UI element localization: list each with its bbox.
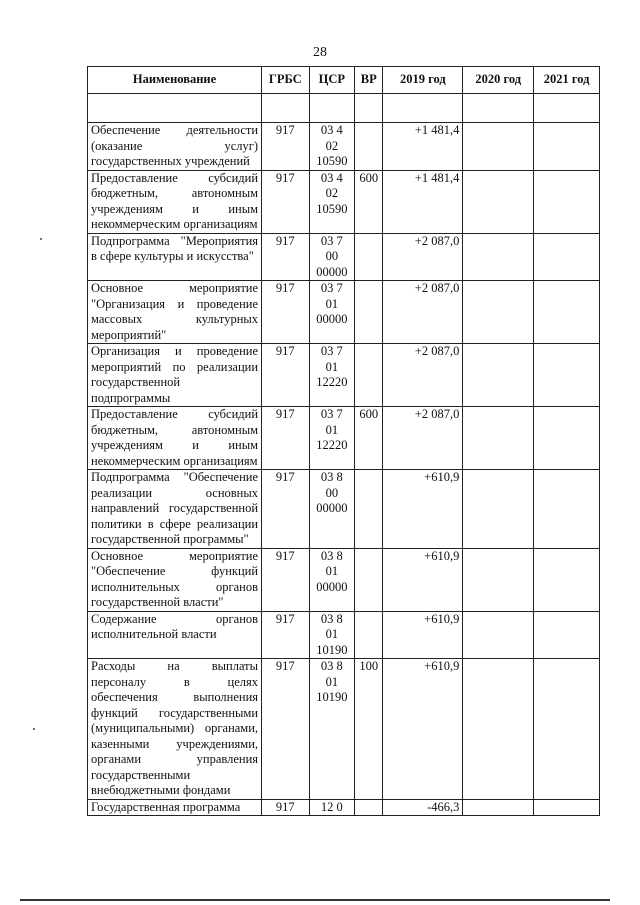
row-2021: [534, 407, 600, 470]
csr-part: 01: [325, 359, 339, 374]
row-grbs: 917: [262, 548, 310, 611]
header-vr: ВР: [355, 67, 383, 94]
row-csr: [309, 407, 355, 470]
row-csr: [309, 170, 355, 233]
row-2021: [534, 548, 600, 611]
row-vr: [355, 123, 383, 171]
row-name: Основное мероприятие "Организация и проведение массовых культурных мероприятий": [88, 281, 262, 344]
csr-part: 01: [325, 564, 339, 578]
row-2020: [463, 407, 534, 470]
csr-part: 12 0: [320, 799, 343, 814]
row-2020: [463, 470, 534, 549]
csr-part: 03 7: [320, 407, 343, 421]
row-name: Расходы на выплаты персоналу в целях обеспечения выполнения функций государственными (муниципальными) органами, казенными учреждениями, органами управления государственными внебюджетными фондами: [88, 659, 262, 800]
row-2019: +2 087,0: [383, 281, 463, 344]
row-2019: +2 087,0: [383, 233, 463, 281]
row-vr: 600: [355, 407, 383, 470]
page-bottom-edge: [20, 899, 610, 901]
row-csr: [309, 233, 355, 281]
row-2021: [534, 344, 600, 407]
csr-part: 03 7: [320, 233, 343, 248]
row-grbs: 917: [262, 659, 310, 800]
row-2019: +1 481,4: [383, 123, 463, 171]
spacer-cell: [463, 94, 534, 123]
row-name: Предоставление субсидий бюджетным, автономным учреждениям и иным некоммерческим организациям: [88, 407, 262, 470]
csr-part: 03 4: [320, 170, 343, 185]
spacer-cell: [355, 94, 383, 123]
table-spacer-row: [88, 94, 600, 123]
row-grbs: 917: [262, 470, 310, 549]
table-row: [88, 470, 600, 549]
row-csr: [309, 548, 355, 611]
table-row: [88, 344, 600, 407]
row-csr: [309, 799, 355, 816]
table-row: [88, 407, 600, 470]
csr-part: 00000: [316, 312, 348, 326]
row-vr: [355, 233, 383, 281]
header-2020: 2020 год: [463, 67, 534, 94]
row-2019: +610,9: [383, 611, 463, 659]
csr-part: 10190: [316, 690, 348, 704]
row-csr: [309, 659, 355, 800]
csr-part: 00000: [316, 579, 348, 594]
csr-part: 10190: [316, 642, 348, 657]
row-name: Организация и проведение мероприятий по реализации государственной подпрограммы: [88, 344, 262, 407]
row-2021: [534, 281, 600, 344]
row-2020: [463, 233, 534, 281]
row-name: Основное мероприятие "Обеспечение функций исполнительных органов государственной власти": [88, 548, 262, 611]
row-csr: [309, 344, 355, 407]
csr-part: 01: [325, 422, 339, 437]
row-2019: +610,9: [383, 470, 463, 549]
csr-part: 00000: [316, 501, 348, 515]
row-grbs: 917: [262, 407, 310, 470]
csr-part: 03 7: [320, 344, 343, 358]
row-2021: [534, 659, 600, 800]
row-vr: [355, 344, 383, 407]
header-2019: 2019 год: [383, 67, 463, 94]
csr-part: 12220: [316, 438, 348, 452]
spacer-cell: [262, 94, 310, 123]
row-csr: [309, 470, 355, 549]
csr-part: 01: [325, 627, 339, 641]
csr-part: 01: [325, 674, 339, 689]
csr-part: 10590: [316, 201, 348, 216]
row-name: Подпрограмма "Мероприятия в сфере культуры и искусства": [88, 233, 262, 281]
row-2020: [463, 123, 534, 171]
row-vr: 100: [355, 659, 383, 800]
csr-part: 03 4: [320, 123, 343, 137]
scan-speck: [33, 728, 35, 730]
spacer-cell: [88, 94, 262, 123]
csr-part: 03 8: [320, 659, 343, 673]
csr-part: 00: [325, 249, 339, 263]
csr-part: 02: [325, 186, 339, 200]
table-row: [88, 799, 600, 816]
row-name: Обеспечение деятельности (оказание услуг) государственных учреждений: [88, 123, 262, 171]
csr-part: 12220: [316, 375, 348, 389]
table-row: [88, 548, 600, 611]
row-2020: [463, 170, 534, 233]
table-row: [88, 659, 600, 800]
row-vr: [355, 799, 383, 816]
row-name: Государственная программа: [88, 799, 262, 816]
csr-part: 02: [325, 138, 339, 153]
table-row: [88, 170, 600, 233]
row-grbs: 917: [262, 123, 310, 171]
row-2021: [534, 611, 600, 659]
row-grbs: 917: [262, 799, 310, 816]
row-2020: [463, 799, 534, 816]
table-row: [88, 233, 600, 281]
row-grbs: 917: [262, 170, 310, 233]
page-number: 28: [313, 45, 327, 60]
spacer-cell: [534, 94, 600, 123]
table-row: [88, 281, 600, 344]
row-grbs: 917: [262, 233, 310, 281]
row-2019: +1 481,4: [383, 170, 463, 233]
row-2020: [463, 344, 534, 407]
header-grbs: ГРБС: [262, 67, 310, 94]
row-vr: [355, 611, 383, 659]
row-vr: [355, 548, 383, 611]
row-name: Предоставление субсидий бюджетным, автономным учреждениям и иным некоммерческим организациям: [88, 170, 262, 233]
table-row: [88, 123, 600, 171]
row-csr: [309, 123, 355, 171]
row-vr: [355, 470, 383, 549]
table-row: [88, 611, 600, 659]
row-2021: [534, 233, 600, 281]
header-name: Наименование: [88, 67, 262, 94]
csr-part: 03 8: [320, 470, 343, 484]
row-2019: +610,9: [383, 548, 463, 611]
row-2020: [463, 659, 534, 800]
csr-part: 00000: [316, 264, 348, 279]
header-2021: 2021 год: [534, 67, 600, 94]
row-name: Подпрограмма "Обеспечение реализации основных направлений государственной политики в сфере реализации государственной программы": [88, 470, 262, 549]
scan-speck: [40, 238, 42, 240]
row-2021: [534, 123, 600, 171]
row-2020: [463, 611, 534, 659]
csr-part: 10590: [316, 154, 348, 168]
csr-part: 03 7: [320, 281, 343, 295]
spacer-cell: [383, 94, 463, 123]
csr-part: 03 8: [320, 548, 343, 563]
csr-part: 01: [325, 296, 339, 311]
budget-table: [87, 66, 600, 816]
row-2021: [534, 799, 600, 816]
row-vr: 600: [355, 170, 383, 233]
row-grbs: 917: [262, 344, 310, 407]
row-csr: [309, 611, 355, 659]
header-csr: ЦСР: [309, 67, 355, 94]
row-vr: [355, 281, 383, 344]
row-2019: +2 087,0: [383, 344, 463, 407]
csr-part: 03 8: [320, 611, 343, 626]
row-2020: [463, 281, 534, 344]
table-header-row: [88, 67, 600, 94]
spacer-cell: [309, 94, 355, 123]
row-2021: [534, 170, 600, 233]
row-2019: +610,9: [383, 659, 463, 800]
row-grbs: 917: [262, 611, 310, 659]
row-2021: [534, 470, 600, 549]
row-csr: [309, 281, 355, 344]
row-2020: [463, 548, 534, 611]
csr-part: 00: [325, 485, 339, 500]
row-grbs: 917: [262, 281, 310, 344]
row-2019: -466,3: [383, 799, 463, 816]
row-2019: +2 087,0: [383, 407, 463, 470]
row-name: Содержание органов исполнительной власти: [88, 611, 262, 659]
